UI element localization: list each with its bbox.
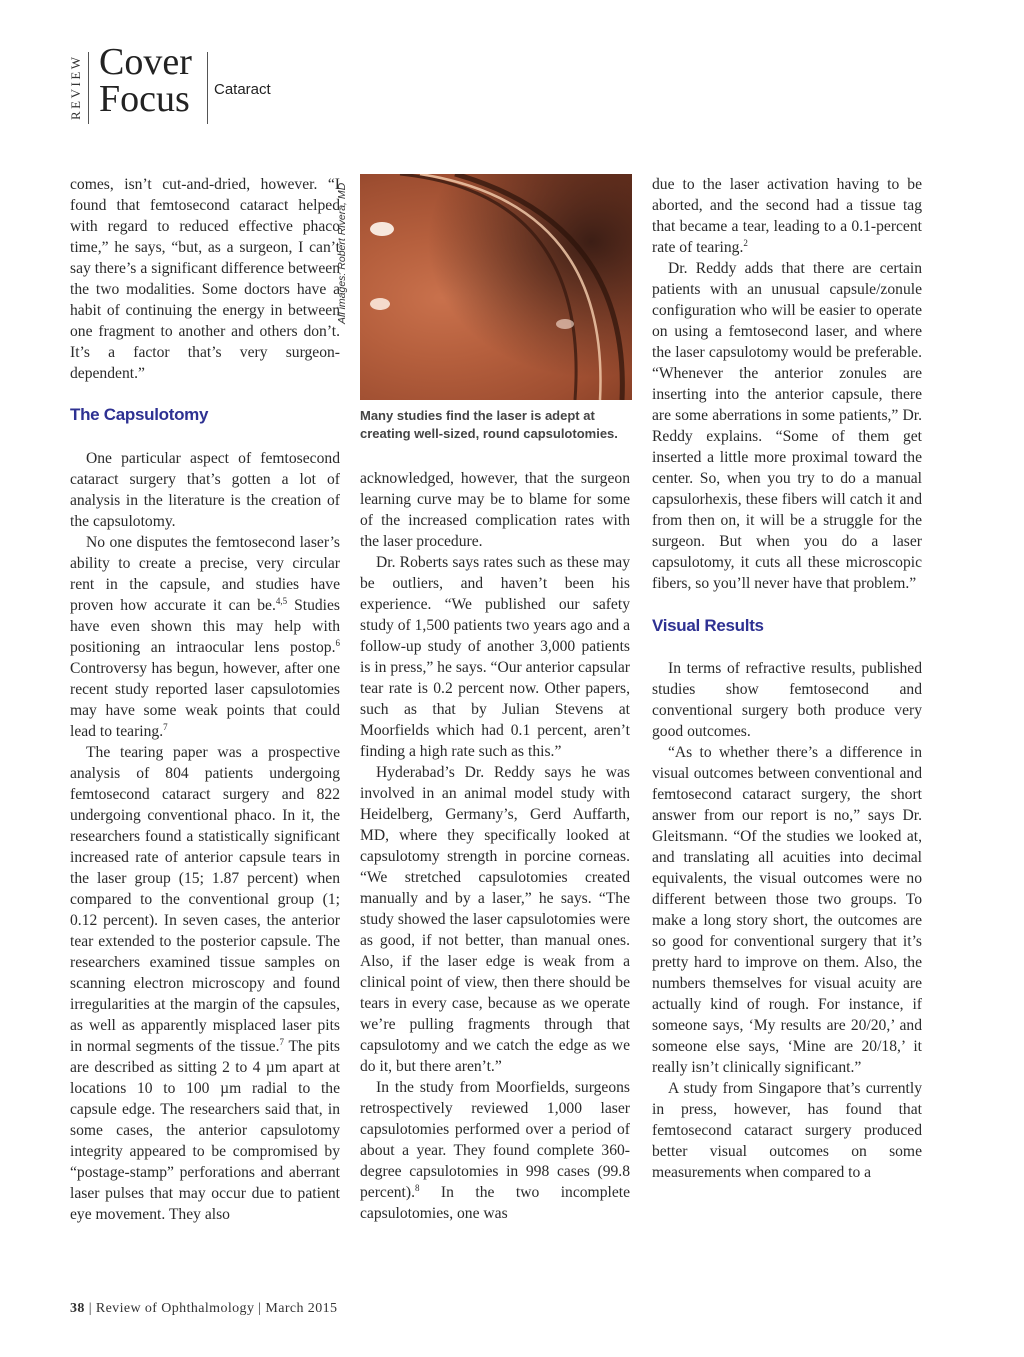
masthead-title — [99, 41, 192, 120]
reference-marker: 7 — [163, 722, 168, 732]
masthead-divider-2 — [207, 52, 208, 124]
masthead-divider — [88, 52, 89, 124]
paragraph: Hyderabad’s Dr. Reddy says he was involved in an animal model study with Heidelberg, Germany’s, Gerd Auffarth, MD, where they specifically looked at capsulotomy strength in porcine corneas. “We stretched capsulotomies created manually and by a laser,” he says. “The study showed the laser capsulotomies were as good, if not better, than manual ones. Also, if the laser edge is weak from a clinical point of view, then there should be tears in every case, because as we operate we’re pulling fragments through that capsulotomy and we catch the edge as we do it, but there aren’t.” — [360, 764, 630, 1075]
page-footer — [70, 1301, 337, 1317]
section-label: Cataract — [214, 81, 271, 98]
section-heading-visual-results: Visual Results — [652, 616, 764, 635]
eye-illustration — [360, 174, 632, 400]
photo-credit: All images: Robert Rivera, MD — [336, 182, 348, 324]
reference-marker: 2 — [743, 238, 748, 248]
footer-separator: | — [258, 1301, 266, 1316]
reference-marker: 6 — [335, 638, 340, 648]
paragraph: Dr. Roberts says rates such as these may be outliers, and haven’t been his experience. “We published our safety study of 1,500 patients two years ago and a follow-up study of another 3,000 patients is in press,” he says. “Our anterior capsular tear rate is 0.2 percent now. Other papers, such as that by Julian Stevens at Moorfields which had 0.1 percent, aren’t finding a high rate such as this.” — [360, 554, 630, 760]
paragraph: comes, isn’t cut-and-dried, however. “I found that femtosecond cataract helped with regard to reduced effective phaco time,” he says, “but, as a surgeon, I can’t say there’s a significant difference between the two modalities. Some doctors have a habit of continuing the energy in between one fragment to another and others don’t. It’s a factor that’s very surgeon-dependent.” — [70, 176, 340, 382]
issue-date: March 2015 — [265, 1301, 338, 1316]
figure-caption: Many studies find the laser is adept at creating well-sized, round capsulotomies. — [360, 408, 618, 441]
section-heading-capsulotomy: The Capsulotomy — [70, 405, 209, 424]
review-label: REVIEW — [68, 54, 83, 120]
paragraph: No one disputes the femtosecond laser’s ability to create a precise, very circular rent in the capsule, and studies have proven how accurate it can be.$^{4,5}$ Studies have even shown this may help with positioning an intraocular lens postop.$^6$ Controversy has begun, however, after one recent study reported laser capsulotomies may have some weak points that could lead to tearing.$^7$ — [70, 534, 340, 740]
reference-marker: 7 — [279, 1037, 285, 1047]
masthead-title-line2: Focus — [99, 78, 190, 120]
paragraph: Dr. Reddy adds that there are certain patients with an unusual capsule/zonule configuration who will be easier to operate on using a femtosecond laser, and where the laser capsulotomy would be preferable. “Whenever the anterior zonules are inserting into the anterior capsule, there are some aberrations in some patients,” Dr. Reddy explains. “Some of them get inserted a little more proximal toward the center. So, when you try to do a manual capsulorhexis, these fibers will catch it and from then on, it will be a struggle for the surgeon. But when you do a laser capsulotomy, it cuts all these microscopic fibers, so you’ll never have that problem.” — [652, 260, 922, 592]
paragraph: In terms of refractive results, published studies show femtosecond and conventional surgery both produce very good outcomes. — [652, 660, 922, 740]
paragraph: One particular aspect of femtosecond cataract surgery that’s gotten a lot of analysis in the literature is the creation of the capsulotomy. — [70, 450, 340, 530]
capsulotomy-photo — [360, 174, 632, 400]
reference-marker: 4,5 — [275, 596, 288, 606]
footer-separator: | — [88, 1301, 96, 1316]
column-2 — [360, 468, 630, 1224]
paragraph: In the study from Moorfields, surgeons retrospectively reviewed 1,000 laser capsulotomies performed over a period of about a year. They found complete 360-degree capsulotomies in 998 cases (99.8 percent).$^8$ In the two incomplete capsulotomies, one was — [360, 1079, 630, 1222]
paragraph: “As to whether there’s a difference in visual outcomes between conventional and femtosecond cataract surgery, the short answer from our report is no,” says Dr. Gleitsmann. “Of the studies we looked at, and translating all acuities into decimal equivalents, the visual outcomes were no different between those two groups. To make a long story short, the outcomes are so good for conventional surgery that it’s pretty hard to improve on them. Also, the numbers themselves for visual acuity are actually kind of rough. For instance, if someone says, ‘My results are 20/20,’ and someone else says, ‘Mine are 20/18,’ it really isn’t clinically significant.” — [652, 744, 922, 1076]
publication-name: Review of Ophthalmology — [95, 1301, 255, 1316]
masthead-title-line1: Cover — [99, 41, 192, 83]
paragraph: due to the laser activation having to be aborted, and the second had a tissue tag that became a tear, leading to a 0.1-percent rate of tearing.$^2$ — [652, 176, 922, 256]
reference-marker: 8 — [414, 1183, 420, 1193]
column-3 — [652, 174, 922, 1183]
page-number: 38 — [70, 1301, 85, 1316]
column-1 — [70, 174, 340, 1225]
paragraph: acknowledged, however, that the surgeon learning curve may be to blame for some of the increased complication rates with the laser procedure. — [360, 470, 630, 550]
paragraph: A study from Singapore that’s currently in press, however, has found that femtosecond cataract surgery produced better visual outcomes on some measurements when compared to a — [652, 1080, 922, 1181]
paragraph: The tearing paper was a prospective analysis of 804 patients undergoing femtosecond cataract surgery and 822 undergoing conventional phaco. In it, the researchers found a statistically significant increased rate of anterior capsule tears in the laser group (15; 1.87 percent) when compared to the conventional group (1; 0.12 percent). In seven cases, the anterior tear extended to the posterior capsule. The researchers examined tissue samples on scanning electron microscopy and found irregularities at the margin of the capsules, as well as apparently misplaced laser pits in normal segments of the tissue.$^7$ The pits are described as sitting 2 to 4 µm apart at locations 10 to 100 µm radial to the capsule edge. The researchers said that, in some cases, the anterior capsulotomy integrity appeared to be compromised by “postage-stamp” perforations and aberrant laser pulses that may occur due to patient eye movement. They also — [70, 744, 340, 1223]
